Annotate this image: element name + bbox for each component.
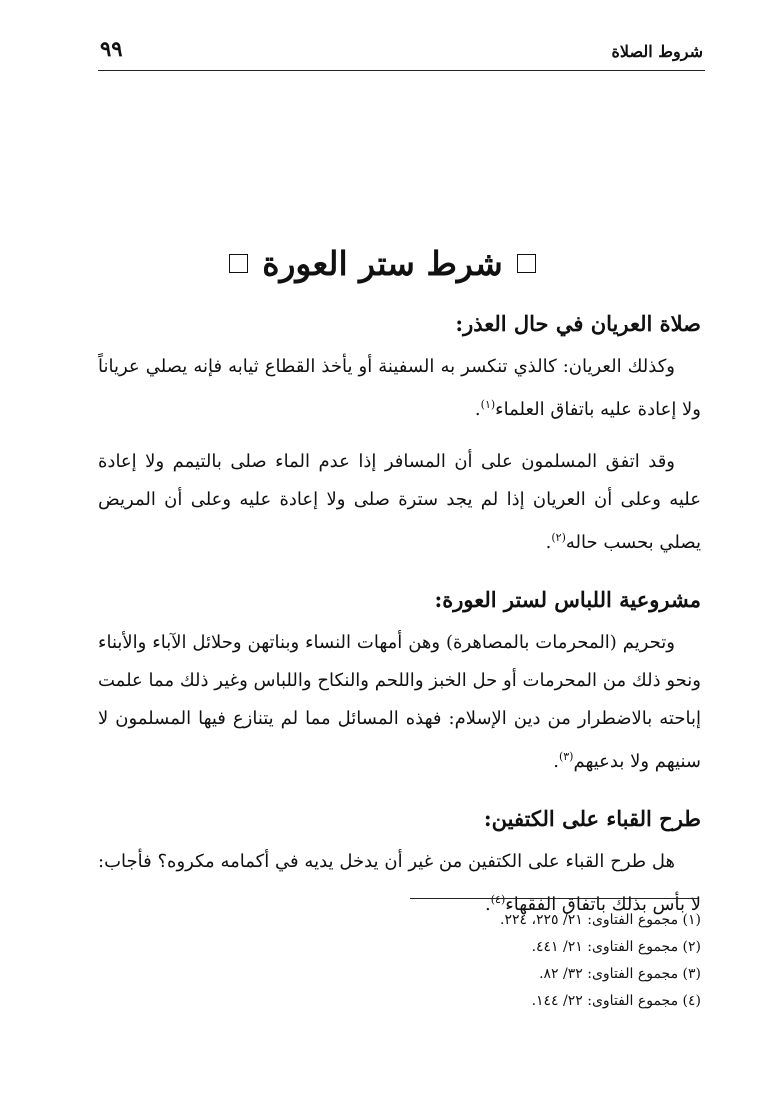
paragraph-text: وتحريم (المحرمات بالمصاهرة) وهن أمهات النساء وبناتهن وحلائل الآباء والأبناء ونحو ذلك من المحرمات أو حل الخبز واللحم والنكاح واللباس وغير ذلك مما علمت إباحته بالاضطرار من دين الإسلام: فهذه المسائل مما لم يتنازع فيها المسلمون لا سنيهم ولا بدعيهم [98, 632, 701, 772]
footnote-item: (٢) مجموع الفتاوى: ٢١/ ٤٤١. [531, 939, 701, 955]
page-number: ٩٩ [100, 36, 123, 61]
footnote-ref: (١) [480, 398, 496, 411]
square-ornament-icon [517, 254, 536, 273]
paragraph-text: وقد اتفق المسلمون على أن المسافر إذا عدم الماء صلى بالتيمم ولا إعادة عليه وعلى أن العريان إذا لم يجد سترة صلى ولا إعادة عليه وعلى أن المريض يصلي بحسب حاله [98, 451, 701, 553]
footnote-separator [410, 898, 698, 899]
footnote-item: (٣) مجموع الفتاوى: ٣٢/ ٨٢. [539, 966, 701, 982]
section-heading: صلاة العريان في حال العذر: [455, 311, 701, 336]
footnote-ref: (٤) [490, 893, 506, 906]
chapter-title-text: شرط ستر العورة [262, 244, 503, 284]
header-title: شروط الصلاة [611, 42, 703, 61]
footnote-ref: (٣) [558, 750, 574, 763]
paragraph-text: هل طرح القباء على الكتفين من غير أن يدخل يديه في أكمامه مكروه؟ فأجاب: لا بأس بذلك باتفاق الفقهاء [98, 851, 701, 915]
main-content [98, 300, 701, 938]
paragraph-end: . [545, 532, 552, 553]
paragraph-text: وكذلك العريان: كالذي تنكسر به السفينة أو يأخذ القطاع ثيابه فإنه يصلي عرياناً ولا إعادة عليه باتفاق العلماء [98, 356, 701, 420]
paragraph [98, 624, 701, 781]
paragraph-end: . [474, 399, 481, 420]
paragraph-end: . [553, 751, 559, 772]
section-heading: طرح القباء على الكتفين: [483, 806, 701, 831]
paragraph [98, 443, 701, 562]
footnote-ref: (٢) [551, 531, 566, 544]
footnote-item: (٤) مجموع الفتاوى: ٢٢/ ١٤٤. [531, 993, 701, 1009]
square-ornament-icon [229, 254, 248, 273]
footnotes [401, 907, 701, 1015]
chapter-title [0, 244, 765, 283]
section-heading: مشروعية اللباس لستر العورة: [434, 587, 701, 612]
running-header [98, 34, 705, 71]
paragraph [98, 348, 701, 429]
footnote-item: (١) مجموع الفتاوى: ٢١/ ٢٢٥، ٢٢٤. [500, 912, 701, 928]
paragraph-end: . [485, 894, 491, 915]
